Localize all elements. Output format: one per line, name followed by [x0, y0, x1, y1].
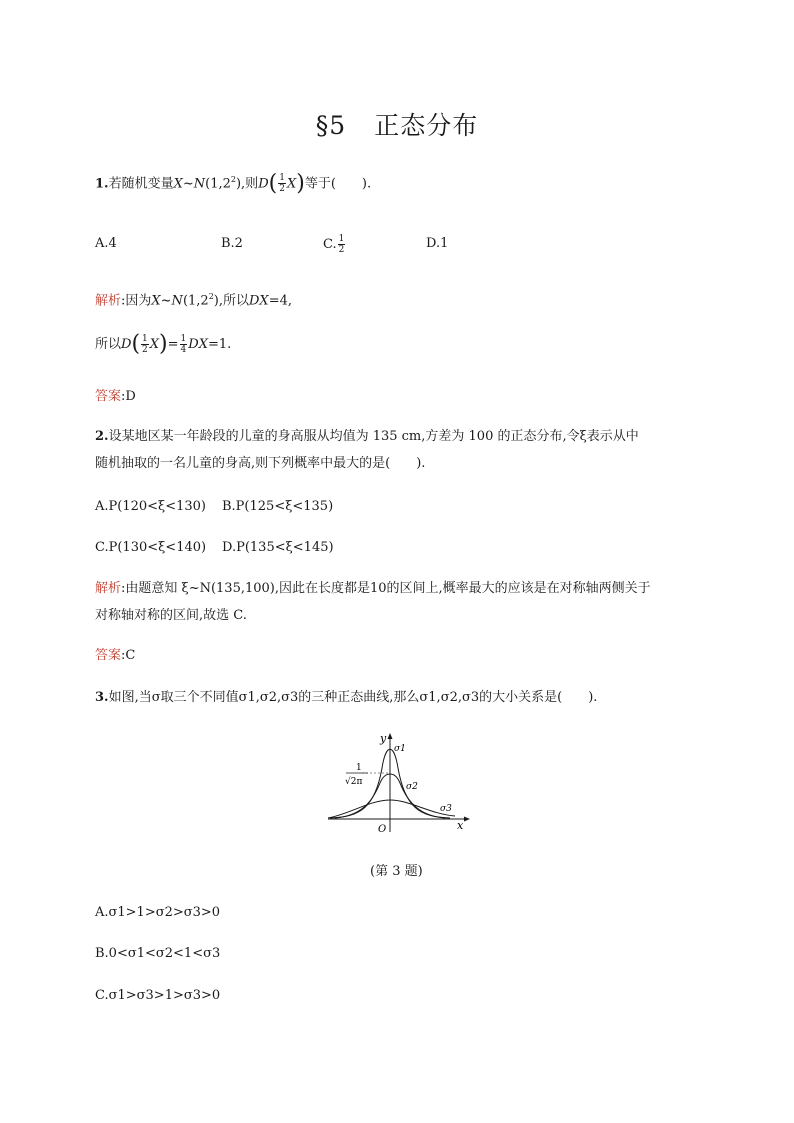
q3-stem: 3.如图,当σ取三个不同值σ1,σ2,σ3的三种正态曲线,那么σ1,σ2,σ3的大小关系是( ). — [95, 690, 598, 705]
value-numerator: 1 — [356, 763, 362, 773]
q3-option-b: B.0<σ1<σ2<1<σ3 — [95, 946, 221, 961]
analysis-label: 解析 — [95, 293, 122, 309]
q2-option-b: B.P(125<ξ<135) — [222, 499, 334, 514]
sigma2-label: σ2 — [406, 782, 418, 792]
y-label: y — [380, 732, 387, 745]
curve-sigma3 — [328, 800, 455, 818]
q1-analysis-line2: 所以D( $\frac{1}{2}$ X)= $\frac{1}{4}$ DX=1. — [95, 331, 232, 357]
q1-stem: 1.若随机变量$X\sim N(1,2^2)$,则D( $\frac{1}{2}$ X)等于( ). — [95, 170, 372, 196]
section-name: 正态分布 — [374, 111, 479, 140]
q2-option-c: C.P(130<ξ<140) — [95, 540, 207, 555]
q2-option-a: A.P(120<ξ<130) — [95, 499, 206, 514]
section-number: §5 — [315, 111, 347, 140]
q2-answer: 答案:C — [95, 648, 136, 663]
q1-number: 1. — [95, 176, 109, 192]
q2-stem: 2.设某地区某一年龄段的儿童的身高服从均值为 135 cm,方差为 100 的正态分布,令ξ表示从中 随机抽取的一名儿童的身高,则下列概率中最大的是( ). — [95, 429, 639, 471]
answer-label: 答案 — [95, 389, 122, 404]
q1-option-d: D.1 — [426, 236, 449, 251]
sigma3-label: σ3 — [440, 804, 452, 814]
q1-option-a: A.4 — [95, 236, 117, 251]
answer-label: 答案 — [95, 648, 122, 663]
q3-option-c: C.σ1>σ3>1>σ3>0 — [95, 988, 221, 1003]
q2-analysis: 解析:由题意知 ξ~N(135,100),因此在长度都是10的区间上,概率最大的应该是在对称轴两侧关于 对称轴对称的区间,故选 C. — [95, 581, 651, 623]
q2-number: 2. — [95, 429, 109, 444]
page-title — [0, 106, 794, 142]
q1-option-c: C. $\frac{1}{2}$ — [323, 234, 345, 255]
normal-curves-figure — [320, 728, 480, 838]
q1-answer: 答案:D — [95, 389, 136, 404]
x-label: x — [457, 819, 464, 832]
origin-label: O — [378, 824, 387, 835]
sigma1-label: σ1 — [394, 744, 406, 754]
q3-number: 3. — [95, 690, 109, 705]
figure-caption: (第 3 题) — [370, 864, 423, 879]
q3-option-a: A.σ1>1>σ2>σ3>0 — [95, 905, 221, 920]
analysis-label: 解析 — [95, 581, 122, 596]
q1-analysis: 解析:因为$X\sim N(1,2^2)$,所以DX=4, — [95, 292, 292, 309]
fraction-half: $\frac{1}{2}$ — [279, 173, 285, 195]
value-denominator: √2π — [345, 777, 363, 787]
q1-option-b: B.2 — [221, 236, 243, 251]
q2-option-d: D.P(135<ξ<145) — [222, 540, 334, 555]
